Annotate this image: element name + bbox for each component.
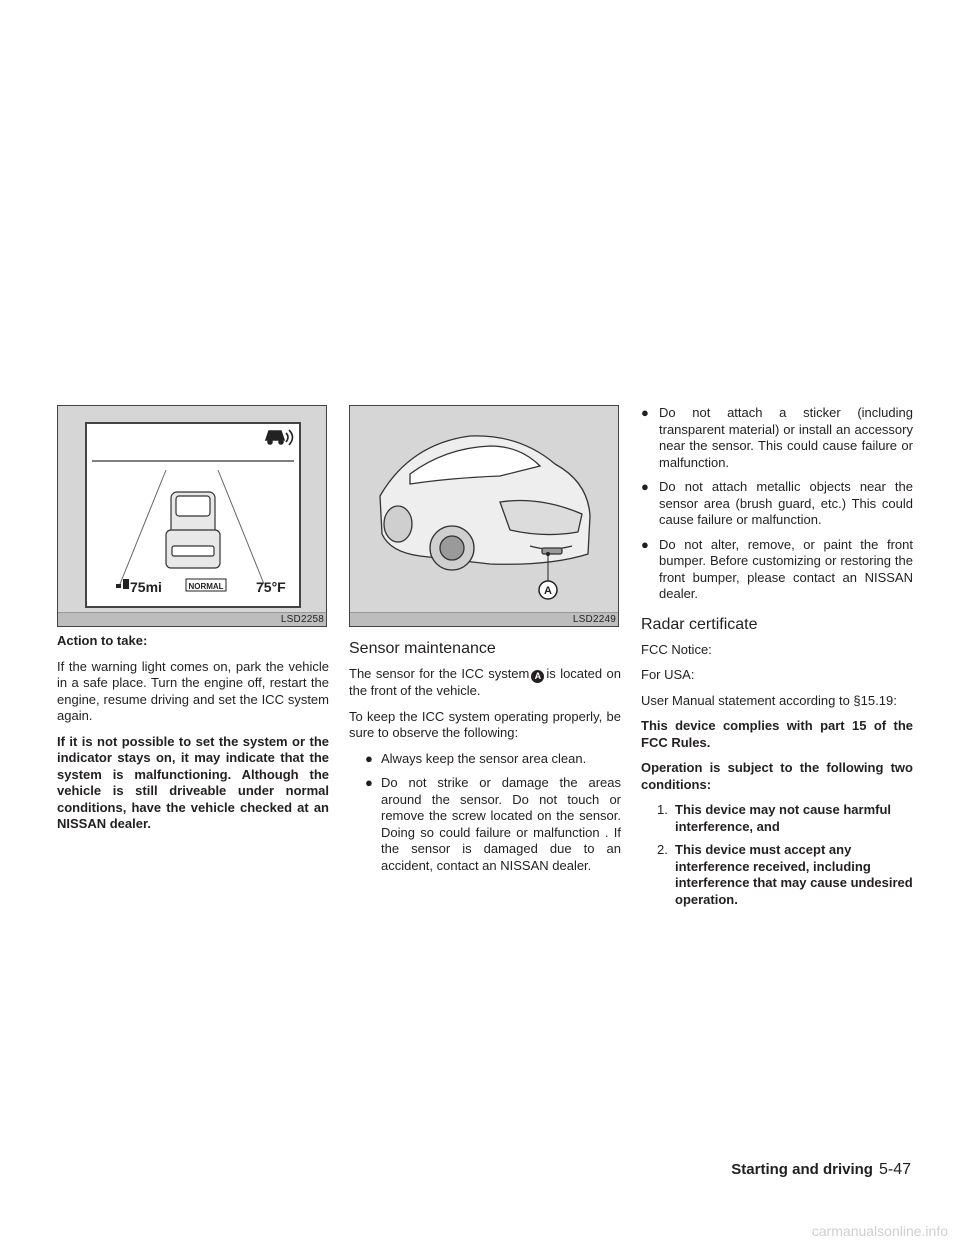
list-item: ● Do not alter, remove, or paint the front bumper. Before customizing or restoring the front bumper, please contact an NISSAN dealer. [641, 536, 913, 601]
watermark: carmanualsonline.info [811, 1223, 948, 1239]
mode-readout: NORMAL [188, 582, 224, 591]
figure-code: LSD2249 [572, 614, 616, 625]
vehicle-illustration [350, 406, 618, 626]
callout-a-inline: A [531, 670, 544, 683]
malfunction-paragraph: If it is not possible to set the system or the indicator stays on, it may indicate that the system is malfunctioning. Although the vehicle is still driveable under normal conditions, have the vehicle checked at an NISSAN dealer. [57, 733, 329, 831]
sensor-maintenance-heading: Sensor maintenance [349, 640, 496, 657]
column-left [57, 405, 329, 842]
svg-text:A: A [544, 585, 552, 597]
conditions-list [641, 802, 913, 908]
range-readout: 75mi [130, 579, 162, 595]
display-figure [57, 405, 327, 627]
sensor-bullets-continued [641, 405, 913, 603]
action-heading: Action to take: [57, 633, 148, 648]
figure-code: LSD2258 [280, 614, 324, 625]
compliance-text: This device complies with part 15 of the FCC Rules. [641, 718, 913, 750]
operation-text: Operation is subject to the following two conditions: [641, 760, 913, 792]
column-right [641, 405, 913, 915]
list-item: 2. This device must accept any interference received, including interference that may cause undesired operation. [657, 842, 913, 907]
meter-display-illustration [58, 406, 326, 626]
statement: User Manual statement according to §15.19: [641, 692, 897, 708]
list-item: ● Do not attach metallic objects near the sensor area (brush guard, etc.) This could cause failure or malfunction. [641, 479, 913, 527]
fcc-notice: FCC Notice: [641, 641, 712, 657]
sensor-bullets [349, 751, 621, 875]
temperature-readout: 75°F [256, 579, 286, 595]
vehicle-figure [349, 405, 619, 627]
radar-certificate-heading: Radar certificate [641, 615, 758, 633]
list-item: ● Always keep the sensor area clean. [365, 750, 587, 766]
action-paragraph: If the warning light comes on, park the vehicle in a safe place. Turn the engine off, restart the engine, resume driving and set the ICC system again. [57, 658, 329, 723]
page-number: 5-47 [878, 1161, 911, 1178]
observe-paragraph: To keep the ICC system operating properly, be sure to observe the following: [349, 708, 621, 740]
page-footer [641, 1161, 911, 1179]
sensor-location-paragraph: The sensor for the ICC system A is located on the front of the vehicle. [349, 666, 622, 698]
list-item: 1. This device may not cause harmful interference, and [657, 802, 892, 834]
section-title: Starting and driving [731, 1161, 873, 1178]
list-item: ● Do not strike or damage the areas around the sensor. Do not touch or remove the screw located on the sensor. Doing so could failure or malfunction . If the sensor is damaged due to an accident, contact an NISSAN dealer. [365, 775, 621, 873]
column-middle [349, 405, 621, 882]
list-item: ● Do not attach a sticker (including transparent material) or install an accessory near the sensor. This could cause failure or malfunction. [641, 405, 913, 470]
for-usa: For USA: [641, 667, 695, 682]
